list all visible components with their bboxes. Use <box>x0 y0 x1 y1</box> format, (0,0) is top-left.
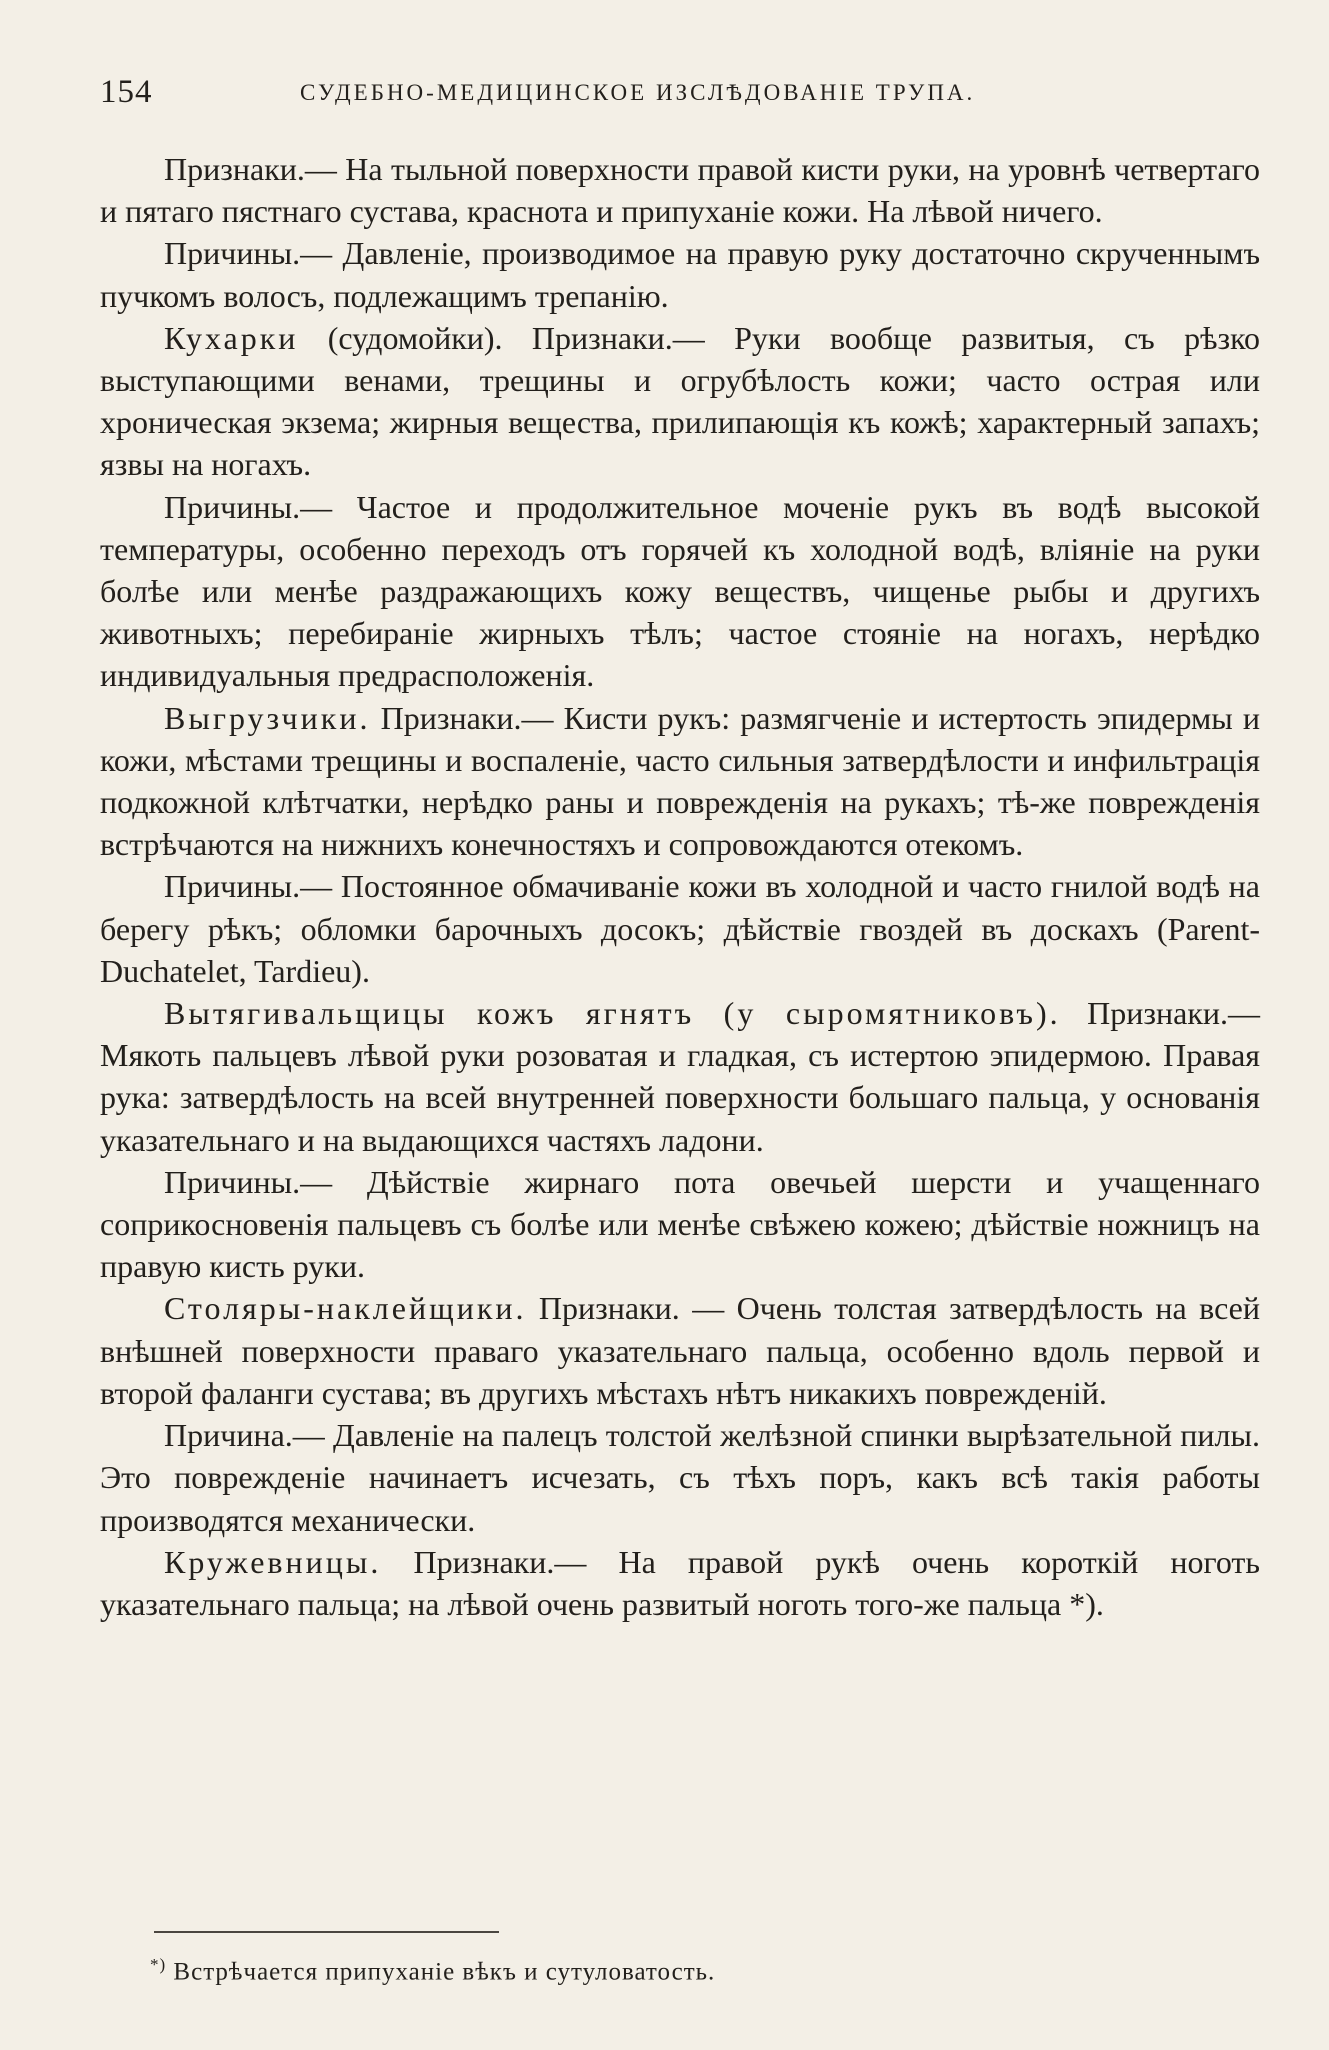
footnote <box>150 1955 1250 1986</box>
paragraph <box>100 486 1260 697</box>
section-term: Вытягивальщицы кожъ ягнятъ (у сыромятниковъ). <box>164 995 1061 1032</box>
footnote-text: Встрѣчается припуханіе вѣкъ и сутуловатость. <box>166 1958 716 1986</box>
section-term: Кухарки <box>164 319 299 356</box>
running-title: СУДЕБНО-МЕДИЦИНСКОЕ ИЗСЛѢДОВАНІЕ ТРУПА. <box>300 80 976 105</box>
paragraph-text: Причины.— Давленіе, производимое на правую руку достаточно скрученнымъ пучкомъ волосъ, подлежащимъ трепанію. <box>100 235 1260 314</box>
section-term: Выгрузчики. <box>164 699 371 736</box>
body-text <box>100 148 1260 1625</box>
footnote-marker: *) <box>150 1955 167 1974</box>
paragraph <box>100 697 1260 866</box>
paragraph-text: Причины.— Дѣйствіе жирнаго пота овечьей шерсти и учащеннаго соприкосновенія пальцевъ съ болѣе или менѣе свѣжею кожею; дѣйствіе ножницъ на правую кисть руки. <box>100 1163 1260 1285</box>
paragraph-text: Признаки.— На правой рукѣ очень короткій ноготь указательнаго пальца; на лѣвой очень развитый ноготь того-же пальца *). <box>100 1543 1260 1622</box>
footnote-divider <box>154 1931 499 1933</box>
paragraph-text: Признаки.— Мякоть пальцевъ лѣвой руки розоватая и гладкая, съ истертою эпидермою. Правая рука: затвердѣлость на всей внутренней поверхности большаго пальца, у основанія указательнаго и на выдающихся частяхъ ладони. <box>100 995 1260 1158</box>
paragraph <box>100 1161 1260 1288</box>
paragraph-text: Причины.— Постоянное обмачиваніе кожи въ холодной и часто гнилой водѣ на берегу рѣкъ; обломки барочныхъ досокъ; дѣйствіе гвоздей въ доскахъ (Parent-Duchatelet, Tardieu). <box>100 868 1260 989</box>
paragraph <box>100 1414 1260 1541</box>
section-term: Кружевницы. <box>164 1543 382 1580</box>
paragraph-text: Признаки.— Кисти рукъ: размягченіе и истертость эпидермы и кожи, мѣстами трещины и воспаленіе, часто сильныя затвердѣлости и инфильтрація подкожной клѣтчатки, нерѣдко раны и поврежденія на рукахъ; тѣ-же поврежденія встрѣчаются на нижнихъ конечностяхъ и сопровождаются отекомъ. <box>100 699 1260 863</box>
paragraph <box>100 1287 1260 1414</box>
paragraph-text: Признаки. — Очень толстая затвердѣлость на всей внѣшней поверхности праваго указательнаго пальца, особенно вдоль первой и второй фаланги сустава; въ другихъ мѣстахъ нѣтъ никакихъ поврежденій. <box>100 1290 1260 1411</box>
page-header <box>100 74 1260 124</box>
page-number: 154 <box>100 74 153 110</box>
paragraph <box>100 317 1260 486</box>
paragraph <box>100 1541 1260 1625</box>
paragraph-text: Причина.— Давленіе на палецъ толстой желѣзной спинки вырѣзательной пилы. Это поврежденіе начинаетъ исчезать, съ тѣхъ поръ, какъ всѣ такія работы производятся механически. <box>100 1417 1260 1538</box>
paragraph <box>100 865 1260 992</box>
section-term: Столяры-наклейщики. <box>164 1290 527 1327</box>
paragraph-text: Причины.— Частое и продолжительное моченіе рукъ въ водѣ высокой температуры, особенно переходъ отъ горячей къ холодной водѣ, вліяніе на руки болѣе или менѣе раздражающихъ кожу веществъ, чищенье рыбы и другихъ животныхъ; перебираніе жирныхъ тѣлъ; частое стояніе на ногахъ, нерѣдко индивидуальныя предрасположенія. <box>100 488 1260 694</box>
paragraph-text: (судомойки). Признаки.— Руки вообще развитыя, съ рѣзко выступающими венами, трещины и огрубѣлость кожи; часто острая или хроническая экзема; жирныя вещества, прилипающія къ кожѣ; характерный запахъ; язвы на ногахъ. <box>100 319 1260 483</box>
paragraph <box>100 148 1260 232</box>
paragraph <box>100 992 1260 1161</box>
paragraph <box>100 232 1260 316</box>
paragraph-text: Признаки.— На тыльной поверхности правой кисти руки, на уровнѣ четвертаго и пятаго пястнаго сустава, краснота и припуханіе кожи. На лѣвой ничего. <box>100 151 1260 230</box>
